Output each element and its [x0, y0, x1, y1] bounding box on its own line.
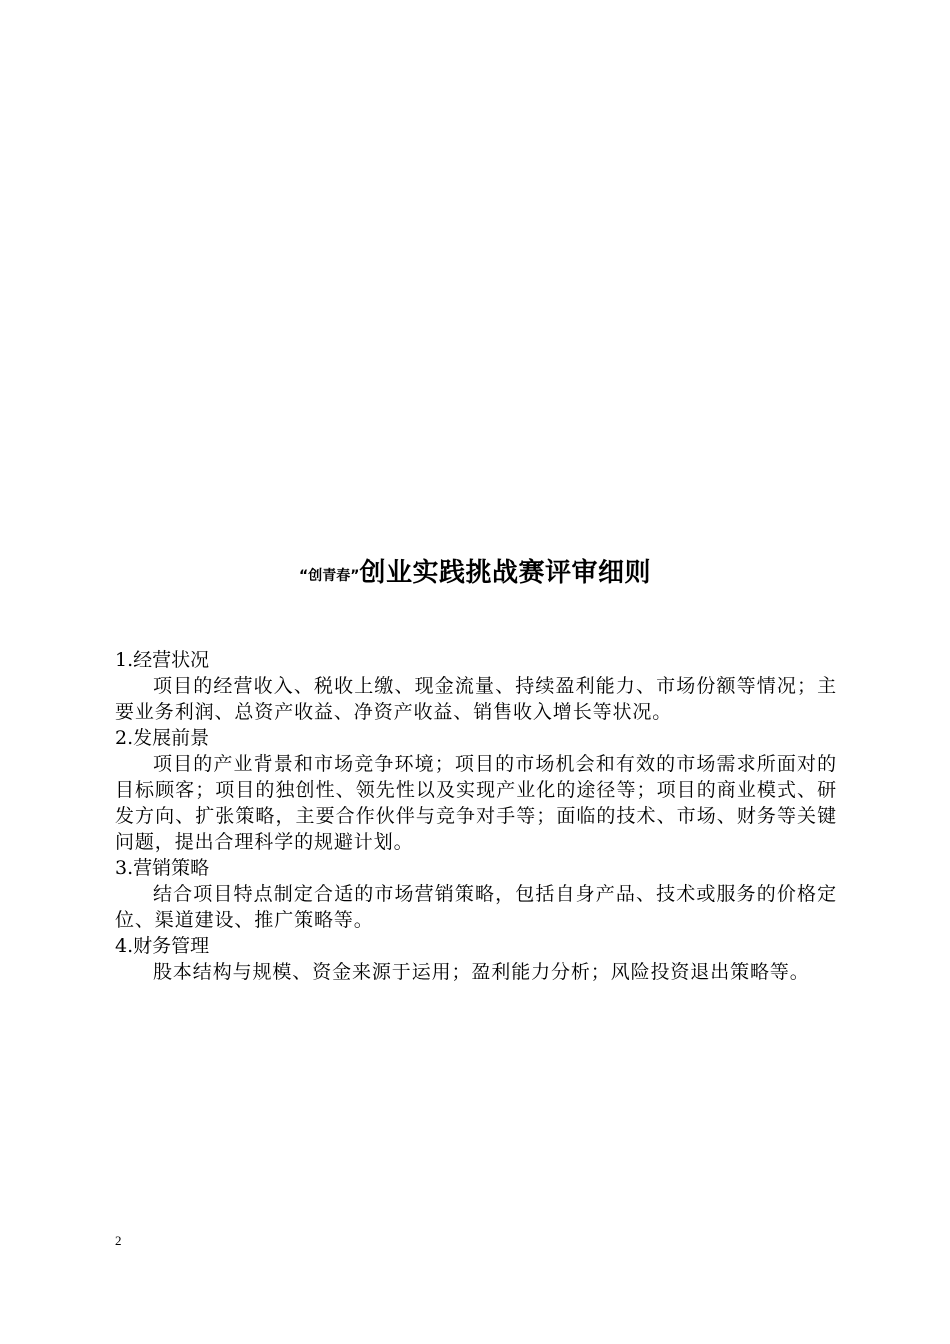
- document-body: [115, 647, 837, 985]
- title-main: 创业实践挑战赛评审细则: [359, 558, 651, 588]
- section-financial-management: [115, 933, 837, 985]
- section-heading: 4.财务管理: [115, 935, 210, 957]
- section-heading: 3.营销策略: [115, 857, 210, 879]
- document-title: [0, 553, 950, 596]
- section-paragraph: 股本结构与规模、资金来源于运用；盈利能力分析；风险投资退出策略等。: [153, 961, 810, 983]
- section-development-prospects: [115, 725, 837, 855]
- section-heading: 1.经营状况: [115, 649, 210, 671]
- section-paragraph: 结合项目特点制定合适的市场营销策略，包括自身产品、技术或服务的价格定位、渠道建设、推广策略等。: [115, 883, 837, 931]
- title-prefix: “创青春”: [299, 568, 360, 584]
- section-marketing-strategy: [115, 855, 837, 933]
- section-heading: 2.发展前景: [115, 727, 210, 749]
- section-business-status: [115, 647, 837, 725]
- section-paragraph: 项目的产业背景和市场竞争环境；项目的市场机会和有效的市场需求所面对的目标顾客；项目的独创性、领先性以及实现产业化的途径等；项目的商业模式、研发方向、扩张策略，主要合作伙伴与竞争对手等；面临的技术、市场、财务等关键问题，提出合理科学的规避计划。: [115, 753, 837, 853]
- page-number: 2: [115, 1233, 122, 1248]
- section-paragraph: 项目的经营收入、税收上缴、现金流量、持续盈利能力、市场份额等情况；主要业务利润、总资产收益、净资产收益、销售收入增长等状况。: [115, 675, 837, 723]
